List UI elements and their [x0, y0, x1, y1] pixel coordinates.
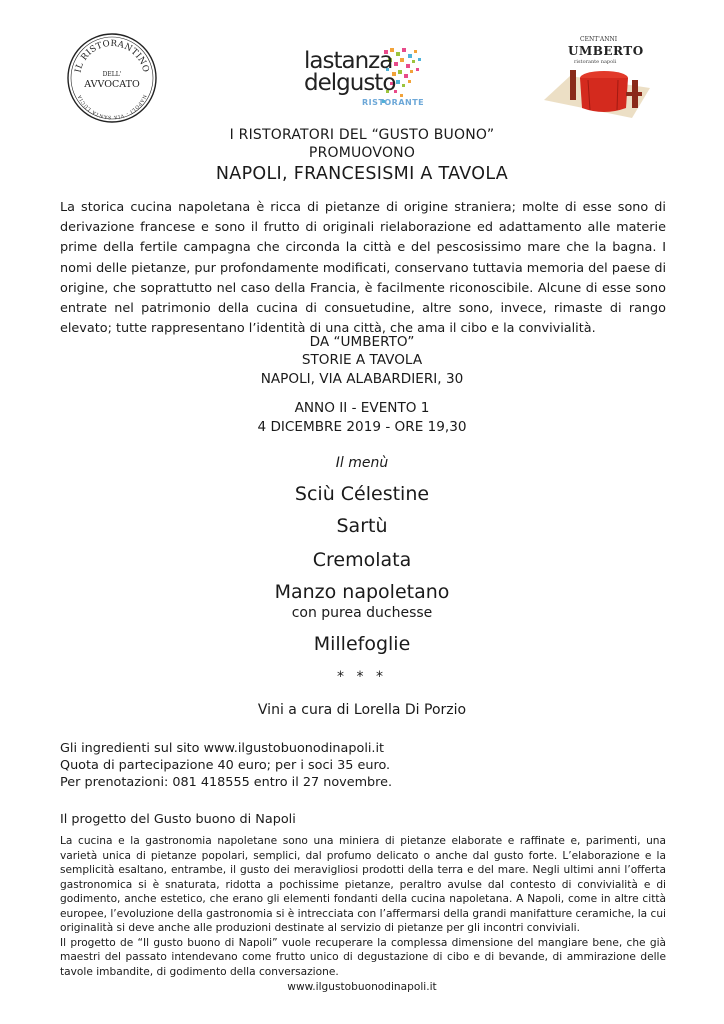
- event-line1: ANNO II - EVENTO 1: [294, 400, 430, 416]
- venue-line3: NAPOLI, VIA ALABARDIERI, 30: [260, 371, 464, 387]
- practical-line1: Gli ingredienti sul sito www.ilgustobuonodinapoli.it: [60, 741, 385, 756]
- header-line2: PROMUOVONO: [308, 145, 416, 161]
- logo-ristorante-text: RISTORANTE: [362, 98, 425, 107]
- round-stamp-icon: [66, 32, 158, 124]
- practical-line2: Quota di partecipazione 40 euro; per i soci 35 euro.: [60, 758, 391, 773]
- footer-website: www.ilgustobuonodinapoli.it: [287, 981, 437, 993]
- page-title: NAPOLI, FRANCESISMI A TAVOLA: [215, 164, 509, 184]
- logo-ristorante-napoli-text: ristorante napoli: [574, 59, 617, 65]
- venue-line1: DA “UMBERTO”: [309, 334, 415, 350]
- stamp-avvocato-text: AVVOCATO: [84, 79, 140, 90]
- menu-dish-1: Sciù Célestine: [294, 483, 430, 505]
- menu-dish-4: Manzo napoletano: [274, 581, 450, 603]
- intro-paragraph: La storica cucina napoletana è ricca di pietanze di origine straniera; molte di esse sono di derivazione francese e sono il frutto di originali rielaborazione ed adattamento alle materie prime della fertile campagna che circonda la città e del pescosissimo mare che la bagna. I nomi delle pietanze, pur profondamente modificati, conservano tuttavia memoria del paese di origine, che soprattutto nel caso della Francia, è facilmente riconoscibile. Alcune di esse sono entrate nel patrimonio della cucina di consuetudine, altre sono, invece, rimaste di rango elevato; tutte rappresentano l’identità di una città, che ama il cibo e la convivialità.: [60, 200, 666, 337]
- wines-credit: Vini a cura di Lorella Di Porzio: [257, 702, 467, 718]
- logo-lastanza-text: lastanza: [304, 48, 393, 74]
- svg-text:NAPOLI - VIA SANTA LUCIA: [77, 93, 148, 120]
- header-line1: I RISTORATORI DEL “GUSTO BUONO”: [229, 127, 495, 143]
- logo-centanni-text: CENT'ANNI: [580, 36, 618, 43]
- stamp-top-text: IL RISTORANTINO: [73, 38, 151, 74]
- project-title: Il progetto del Gusto buono di Napoli: [60, 812, 296, 827]
- menu-dish-5: Millefoglie: [313, 633, 411, 655]
- project-paragraph-1: La cucina e la gastronomia napoletane sono una miniera di pietanze elaborate e raffinate e, parimenti, una varietà unica di pietanze popolari, semplici, dal profumo delicato o anche dal gusto forte. L’elaborazione e la semplicità esaltano, entrambe, il gusto dei meravigliosi prodotti della terra e del mare. Negli ultimi anni l’offerta gastronomica si è snaturata, ridotta a pochissime pietanze, peraltro avulse dal contesto di convivialità e di godimento, anche estetico, che erano gli elementi fondanti della cucina napoletana. A Napoli, come in altre città europee, l’evoluzione della gastronomia si è intrecciata con l’affermarsi della grandi manifatture ceramiche, la cui originalità si deve anche alle produzioni destinate al servizio di pietanze per gli incontri conviviali.: [60, 835, 666, 934]
- stanza-del-gusto-logo: [284, 44, 444, 108]
- stamp-dell-text: DELL': [102, 71, 122, 78]
- menu-dish-2: Sartù: [336, 515, 388, 537]
- umberto-logo: [540, 30, 660, 120]
- menu-dish-4-subtitle: con purea duchesse: [291, 605, 433, 621]
- ristorantino-avvocato-logo: [66, 32, 158, 124]
- venue-line2: STORIE A TAVOLA: [301, 352, 423, 368]
- menu-stars-separator: * * *: [337, 669, 387, 685]
- logo-delgusto-text: delgusto: [304, 70, 396, 96]
- practical-line3: Per prenotazioni: 081 418555 entro il 27 novembre.: [60, 775, 393, 790]
- menu-title: Il menù: [335, 455, 389, 471]
- event-line2: 4 DICEMBRE 2019 - ORE 19,30: [257, 419, 467, 435]
- stamp-bottom-text: NAPOLI - VIA SANTA LUCIA: [77, 93, 147, 120]
- project-paragraph-2: Il progetto de “Il gusto buono di Napoli” vuole recuperare la complessa dimensione del mangiare bene, che già maestri del passato intendevano come frutto unico di degustazione di cibo e di bevande, di ammirazione delle tavole imbandite, di godimento della conversazione.: [60, 936, 666, 978]
- project-text: [60, 834, 666, 979]
- menu-dish-3: Cremolata: [312, 549, 412, 571]
- logo-umberto-text: UMBERTO: [568, 44, 644, 58]
